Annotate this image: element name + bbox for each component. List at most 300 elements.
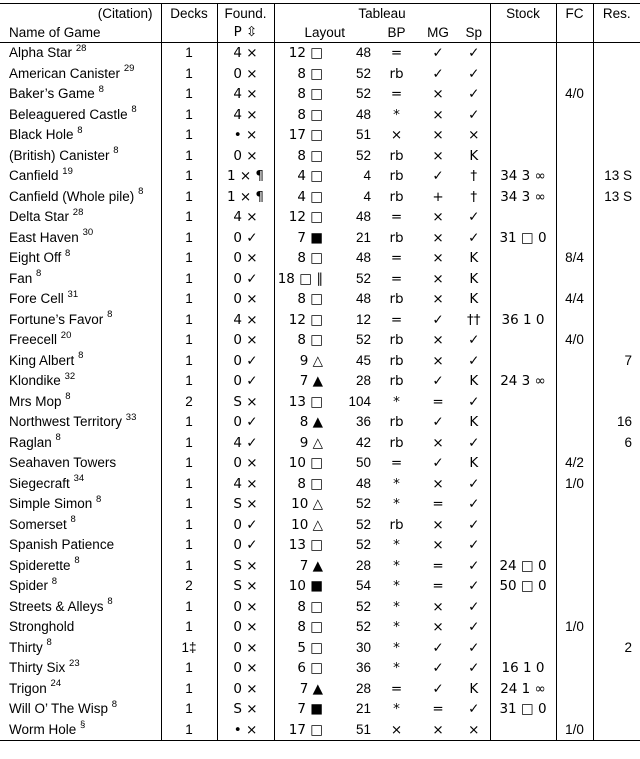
found-cell: 0 × [217,658,274,679]
game-name: Spanish Patience [9,537,115,552]
layout-shape-icon: □ [310,332,323,348]
bp-cell: * [393,639,400,656]
game-name: Worm Hole [9,721,77,737]
stock-cell [490,330,556,351]
cards-cell: 52 [355,516,371,532]
layout-count: 12 [288,45,306,61]
layout-shape-icon: □ [310,537,323,553]
layout-cell [274,494,327,515]
game-name-cell [0,412,161,433]
citation-number: 28 [72,207,84,218]
stock-cell: 36 1 0 [490,310,556,331]
layout-cell [274,289,327,310]
stock-cell [490,105,556,126]
bp-cell: * [393,598,400,615]
game-name-cell [0,351,161,372]
table-row [0,330,640,351]
citation-number: 8 [138,186,144,197]
citation-number: 8 [36,268,42,279]
layout-cell [274,474,327,495]
sp-cell: ✓ [458,228,490,249]
game-name: Eight Off [9,250,62,265]
decks-cell: 1 [161,64,217,85]
game-name: Siegecraft [9,475,70,491]
bp-cell: * [393,660,400,676]
found-cell: 0 × [217,617,274,638]
cards-cell: 48 [355,106,371,122]
sp-cell: ✓ [458,535,490,556]
decks-cell: 1 [161,187,217,208]
decks-cell: 1 [161,371,217,392]
mg-cell: × [432,619,444,635]
game-name: Streets & Alleys [9,598,104,614]
cards-cell: 45 [355,352,371,368]
citation-number: 8 [78,350,84,361]
mg-cell: × [432,229,444,246]
res-cell [593,125,640,146]
citation-number: § [80,719,86,730]
table-row [0,228,640,249]
mg-cell: = [432,701,444,717]
layout-cell [274,535,327,556]
layout-cell [274,187,327,208]
game-name: Baker’s Game [9,86,95,101]
decks-cell: 1 [161,248,217,269]
found-cell: 4 × [217,84,274,105]
layout-shape-icon: △ [312,516,323,533]
cards-cell: 48 [355,209,371,224]
layout-shape-icon: ▲ [312,414,323,430]
citation-number: 30 [82,227,94,238]
table-row [0,43,640,64]
mg-cell: × [432,434,444,451]
res-cell [593,146,640,167]
bp-cell: * [393,619,400,635]
layout-count: 8 [297,619,306,635]
cards-cell: 48 [355,45,371,60]
layout-shape-icon: □ [310,455,323,471]
table-row [0,289,640,310]
found-cell: 4 × [217,474,274,495]
res-cell [593,207,640,228]
mg-cell: × [432,291,444,307]
layout-cell [274,720,327,741]
layout-count: 8 [297,475,306,492]
decks-cell: 1 [161,535,217,556]
table-row [0,535,640,556]
game-name: Fortune’s Favor [9,311,104,327]
mg-cell: × [432,127,444,143]
tableau-header: Tableau [274,4,490,24]
layout-count: 12 [288,311,306,328]
fc-cell: 8/4 [556,248,593,269]
bp-cell: rb [389,168,404,184]
sp-cell: K [458,289,490,310]
bp-cell: = [390,45,403,61]
mg-cell: × [432,209,444,225]
game-name-cell [0,187,161,208]
game-name: King Albert [9,352,75,368]
layout-shape-icon: □ [310,168,323,184]
fc-cell [556,187,593,208]
mg-cell: ✓ [432,455,444,471]
sp-cell: † [458,187,490,208]
game-name: Northwest Territory [9,414,123,429]
cards-cell: 52 [355,537,371,552]
citation-number: 8 [70,514,76,525]
bp-cell: * [393,578,400,594]
game-name: Black Hole [9,127,74,142]
layout-count: 13 [288,393,306,410]
game-name-cell [0,576,161,597]
layout-shape-icon: □ [310,65,323,82]
game-name-cell [0,146,161,167]
stock-cell [490,720,556,741]
stock-cell [490,351,556,372]
game-name-cell [0,658,161,679]
mg-cell: × [432,598,444,615]
fc-header: FC [556,4,593,24]
cards-cell: 51 [355,127,371,142]
citation-number: 31 [67,289,79,300]
layout-shape-icon: □ [310,106,323,123]
layout-cell [274,576,327,597]
sp-cell: †† [458,310,490,331]
mg-cell: ✓ [432,168,444,184]
layout-shape-icon: □ [310,721,323,738]
decks-cell: 1 [161,556,217,577]
fc-cell: 1/0 [556,720,593,741]
game-name: Spiderette [9,557,71,573]
table-row [0,351,640,372]
res-cell [593,453,640,474]
layout-count: 5 [297,639,306,656]
layout-count: 8 [297,86,306,102]
cards-cell: 48 [355,291,371,306]
sp-header: Sp [458,23,490,43]
layout-count: 7 [299,557,309,574]
bp-cell: * [393,701,400,717]
layout-count: 12 [288,209,306,225]
decks-cell: 1 [161,105,217,126]
game-name-cell [0,228,161,249]
layout-cell [274,207,327,228]
stock-cell: 24 □ 0 [490,556,556,577]
layout-cell [274,617,327,638]
table-row [0,658,640,679]
layout-shape-icon: □ [310,188,323,205]
game-name-cell [0,166,161,187]
cards-cell: 52 [355,598,371,614]
citation-number: 33 [125,412,137,423]
citation-number: 8 [77,125,83,136]
decks-cell: 1 [161,597,217,618]
found-cell: • × [217,125,274,146]
fc-cell [556,125,593,146]
stock-cell: 31 □ 0 [490,228,556,249]
mg-cell: × [432,475,444,492]
found-cell: 1 × ¶ [217,187,274,208]
res-cell [593,720,640,741]
res-cell: 2 [624,639,633,655]
layout-shape-icon: △ [312,434,323,451]
layout-shape-icon: □ [310,619,323,635]
found-cell: 4 × [217,43,274,64]
layout-cell [274,412,327,433]
table-row [0,392,640,413]
table-row [0,146,640,167]
fc-cell [556,269,593,290]
layout-shape-icon: □ ∥ [299,270,323,287]
bp-cell: * [393,393,400,410]
bp-cell: rb [389,352,404,369]
layout-cell [274,433,327,454]
layout-count: 8 [299,414,309,430]
layout-shape-icon: □ [310,250,323,266]
layout-shape-icon: □ [310,598,323,615]
decks-cell: 1 [161,289,217,310]
table-row [0,617,640,638]
layout-count: 13 [288,537,306,553]
layout-count: 9 [299,352,309,369]
game-name: Canfield (Whole pile) [9,188,135,204]
table-row [0,187,640,208]
sp-cell: ✓ [458,43,490,64]
res-cell [593,64,640,85]
game-name: Trigon [9,680,47,696]
header-row-2 [0,23,640,43]
fc-cell [556,699,593,720]
layout-cell [274,515,327,536]
game-name-cell [0,597,161,618]
table-row [0,576,640,597]
layout-shape-icon: △ [312,352,323,369]
sp-cell: ✓ [458,699,490,720]
cards-cell: 21 [355,229,371,245]
sp-cell: ✓ [458,330,490,351]
game-name: Stronghold [9,619,75,634]
name-of-game-header: Name of Game [0,23,161,43]
mg-cell: × [432,147,444,164]
decks-cell: 1 [161,699,217,720]
stock-cell [490,535,556,556]
res-cell [593,371,640,392]
layout-count: 7 [297,701,306,717]
citation-number: 8 [65,391,71,402]
cards-cell: 52 [355,496,371,511]
found-cell: 0 ✓ [217,535,274,556]
layout-shape-icon: ■ [310,701,323,717]
mg-cell: × [418,720,458,741]
table-row [0,105,640,126]
stock-cell [490,453,556,474]
stock-cell [490,43,556,64]
layout-count: 8 [297,250,306,266]
layout-count: 4 [297,168,306,184]
game-name: Thirty Six [9,660,66,675]
table-row [0,515,640,536]
bp-cell: rb [389,332,404,348]
fc-cell [556,576,593,597]
mg-cell: × [432,106,444,123]
mg-cell: ✓ [432,373,444,389]
mg-cell: × [432,516,444,533]
sp-cell: ✓ [458,392,490,413]
p-header: P ⇳ [217,23,274,43]
fc-cell: 4/0 [556,84,593,105]
table-row [0,166,640,187]
bp-cell: = [390,250,403,266]
stock-cell [490,269,556,290]
sp-cell: K [458,269,490,290]
fc-cell [556,228,593,249]
game-name-cell [0,84,161,105]
fc-cell [556,166,593,187]
layout-shape-icon: ▲ [312,680,323,697]
decks-cell: 1 [161,166,217,187]
citation-number: 24 [50,678,62,689]
layout-count: 10 [288,578,306,594]
game-name: Fore Cell [9,291,64,306]
layout-shape-icon: □ [310,393,323,410]
sp-cell: ✓ [458,207,490,228]
decks-cell: 1‡ [161,638,217,659]
found-cell: S × [217,556,274,577]
res-header: Res. [593,4,640,24]
stock-cell [490,597,556,618]
bp-cell: * [393,557,400,574]
fc-cell [556,146,593,167]
cards-cell: 4 [363,188,371,204]
mg-cell: ✓ [432,680,444,697]
layout-count: 7 [299,373,309,389]
bp-cell: * [393,537,400,553]
game-name: Fan [9,270,33,286]
mg-cell: × [432,250,444,266]
res-cell: 16 [616,414,633,429]
layout-cell [274,310,327,331]
cards-cell: 42 [355,434,371,450]
decks-cell: 1 [161,43,217,64]
game-name-cell [0,392,161,413]
found-cell: 0 × [217,453,274,474]
layout-count: 6 [297,660,306,676]
sp-cell: ✓ [458,433,490,454]
bp-cell: = [390,455,403,471]
layout-cell [274,556,327,577]
stock-cell [490,515,556,536]
stock-cell: 50 □ 0 [490,576,556,597]
layout-count: 17 [288,127,306,143]
cards-cell: 52 [355,65,371,81]
mg-cell: = [432,496,444,512]
found-cell: 0 × [217,330,274,351]
fc-cell: 1/0 [556,617,593,638]
layout-count: 17 [288,721,306,738]
citation-number: 8 [111,699,118,710]
decks-cell: 1 [161,84,217,105]
found-cell: 0 × [217,248,274,269]
citation-header: (Citation) [0,4,161,24]
stock-cell [490,146,556,167]
layout-cell [274,248,327,269]
sp-cell: ✓ [458,576,490,597]
res-cell [593,289,640,310]
table-row [0,597,640,618]
layout-cell [274,146,327,167]
fc-cell [556,392,593,413]
cards-cell: 36 [355,414,371,429]
found-cell: • × [217,720,274,741]
table-row [0,453,640,474]
stock-cell [490,638,556,659]
layout-count: 10 [291,496,309,512]
layout-shape-icon: □ [310,45,323,61]
sp-cell: K [458,679,490,700]
stock-cell [490,412,556,433]
layout-count: 8 [297,598,306,615]
found-cell: S × [217,699,274,720]
layout-shape-icon: □ [310,660,323,676]
layout-cell [274,679,327,700]
table-row [0,556,640,577]
decks-cell: 1 [161,617,217,638]
game-name-cell [0,105,161,126]
sp-cell: † [458,166,490,187]
found-cell: 0 × [217,679,274,700]
decks-cell: 1 [161,125,217,146]
sp-cell: ✓ [458,556,490,577]
res-cell [593,699,640,720]
table-body [0,43,640,741]
layout-shape-icon: □ [310,86,323,102]
decks-cell: 1 [161,228,217,249]
decks-cell: 1 [161,720,217,741]
decks-cell: 1 [161,474,217,495]
sp-cell: × [458,125,490,146]
sp-cell: ✓ [458,351,490,372]
fc-cell [556,371,593,392]
fc-cell [556,64,593,85]
mg-cell: × [432,86,444,102]
res-cell [593,535,640,556]
layout-cell [274,166,327,187]
bp-cell: = [390,86,403,102]
decks-cell: 1 [161,269,217,290]
cards-cell: 52 [355,86,371,101]
res-cell [593,84,640,105]
stock-cell [490,494,556,515]
cards-cell: 54 [355,578,371,593]
layout-count: 4 [297,188,306,205]
found-cell: 4 × [217,207,274,228]
stock-cell [490,125,556,146]
game-name-cell [0,207,161,228]
res-cell [593,494,640,515]
table-row [0,207,640,228]
game-name: (British) Canister [9,147,110,163]
citation-number: 20 [60,330,72,341]
sp-cell: ✓ [458,474,490,495]
decks-cell: 1 [161,658,217,679]
layout-cell [274,105,327,126]
cards-cell: 12 [355,311,371,327]
fc-cell [556,515,593,536]
bp-cell: * [393,496,400,512]
sp-cell: ✓ [458,494,490,515]
layout-shape-icon: □ [310,209,323,225]
stock-cell [490,84,556,105]
